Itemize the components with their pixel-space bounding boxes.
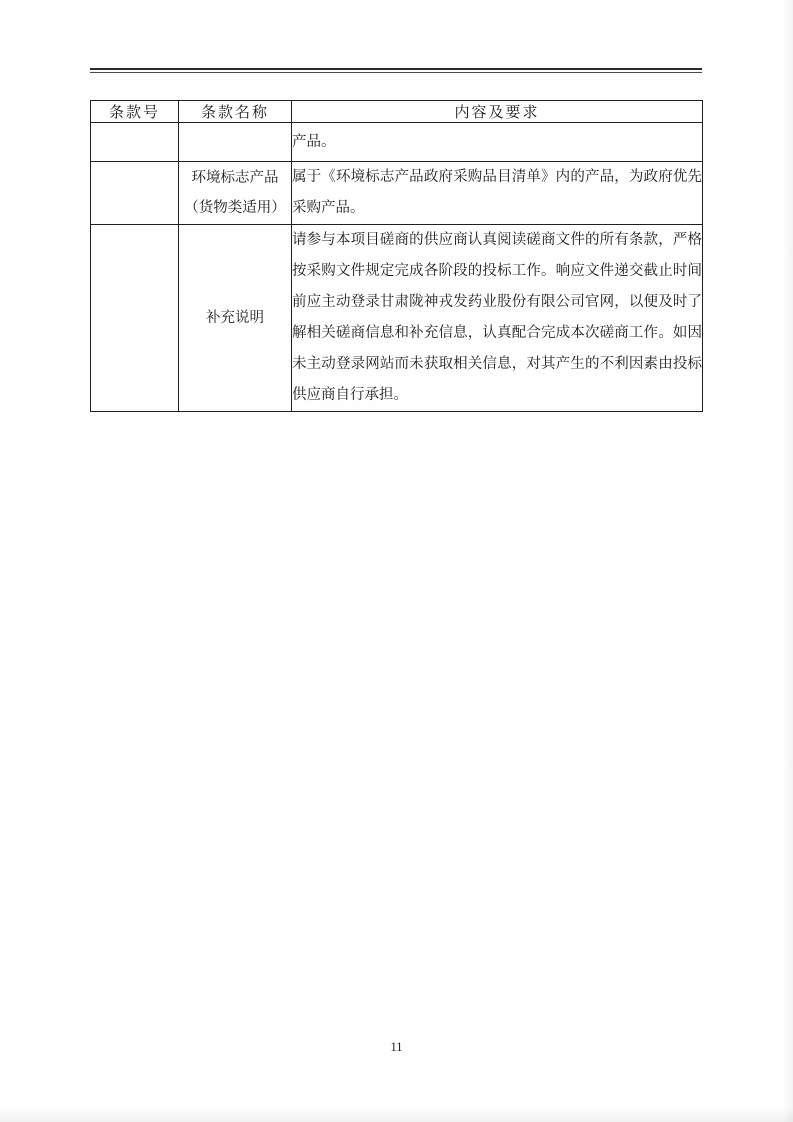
row-1-clause-name-line2: （货物类适用） [184, 200, 286, 216]
row-2-content: 请参与本项目磋商的供应商认真阅读磋商文件的所有条款，严格按采购文件规定完成各阶段的投标工作。响应文件递交截止时间前应主动登录甘肃陇神戎发药业股份有限公司官网，以便及时了解相关磋商信息和补充信息，认真配合完成本次磋商工作。如因未主动登录网站而未获取相关信息，对其产生的不利因素由投标供应商自行承担。 [292, 225, 703, 412]
row-2-clause-no [91, 225, 179, 412]
row-0-clause-no [91, 123, 179, 162]
header-divider [90, 68, 702, 73]
row-0-clause-name [179, 123, 292, 162]
clause-table [90, 100, 703, 412]
row-1-clause-name-line1: 环境标志产品 [191, 170, 279, 186]
table-row [91, 225, 703, 412]
header-clause-no: 条款号 [91, 101, 179, 123]
table-row [91, 162, 703, 225]
page-edge-shading [783, 0, 793, 1122]
header-divider-line-bottom [90, 72, 702, 73]
row-0-content: 产品。 [292, 123, 703, 162]
row-1-clause-no [91, 162, 179, 225]
header-clause-name: 条款名称 [179, 101, 292, 123]
row-1-clause-name [179, 162, 292, 225]
row-2-clause-name: 补充说明 [179, 225, 292, 412]
table-row [91, 123, 703, 162]
row-1-content: 属于《环境标志产品政府采购品目清单》内的产品，为政府优先采购产品。 [292, 162, 703, 225]
table-header-row [91, 101, 703, 123]
header-divider-line-top [90, 68, 702, 70]
page-number: 11 [390, 1040, 403, 1054]
header-content: 内容及要求 [292, 101, 703, 123]
page-bottom-shading [0, 1108, 793, 1122]
